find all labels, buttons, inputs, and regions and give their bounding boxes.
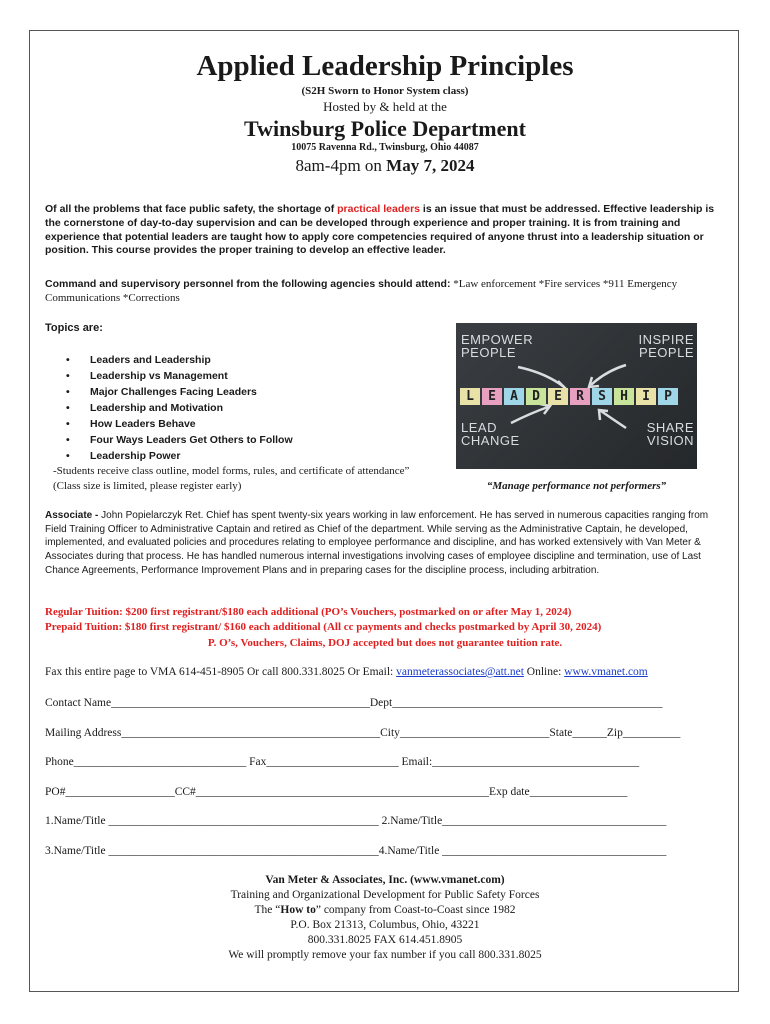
contact-dept-field[interactable]: Contact Name_____________________________________________Dept_______________________________________________ [45, 697, 663, 709]
company-name: Van Meter & Associates, Inc. (www.vmanet.com) [265, 874, 505, 886]
topics-heading: Topics are: [45, 322, 103, 334]
bullet-icon: • [66, 450, 70, 462]
intro-part1: Of all the problems that face public safety, the shortage of [45, 203, 338, 215]
page-title: Applied Leadership Principles [196, 50, 574, 82]
mailing-address-field[interactable]: Mailing Address_____________________________________________City__________________________State______Zip__________ [45, 727, 681, 739]
attendance-label: Command and supervisory personnel from the following agencies should attend: [45, 278, 451, 290]
lead-change-text: LEAD CHANGE [461, 420, 520, 448]
company-pobox: P.O. Box 21313, Columbus, Ohio, 43221 [290, 919, 480, 931]
bullet-icon: • [66, 402, 70, 414]
department-name: Twinsburg Police Department [244, 116, 526, 141]
intro-part2: is an issue that must be addressed. Effective leadership is the cornerstone of day-to-day supervision and can be developed through experience and proper training. It is from training and experience that potential leaders are taught how to apply core competencies required of anyone thrust into a leadership situation or position. This course provides the proper training to develop an effective leader. [45, 203, 715, 257]
list-item: • Leadership vs Management [66, 370, 228, 382]
bullet-icon: • [66, 386, 70, 398]
letter-tile: I [636, 388, 656, 405]
letter-tile: L [460, 388, 480, 405]
name-title-3-4-field[interactable]: 3.Name/Title _______________________________________________4.Name/Title _______________________________________ [45, 845, 667, 857]
prepaid-tuition: Prepaid Tuition: $180 first registrant/ $160 each additional (All cc payments and checks postmarked by April 30, 2024) [45, 621, 602, 633]
list-item: • Four Ways Leaders Get Others to Follow [66, 434, 293, 446]
class-subtitle: (S2H Sworn to Honor System class) [301, 85, 469, 97]
empower-people-text: EMPOWER PEOPLE [461, 332, 534, 360]
regular-tuition: Regular Tuition: $200 first registrant/$180 each additional (PO’s Vouchers, postmarked on or after May 1, 2024) [45, 606, 572, 618]
list-item: • Leadership and Motivation [66, 402, 224, 414]
associate-bio [45, 509, 725, 578]
list-item: • Major Challenges Facing Leaders [66, 386, 257, 398]
leadership-letter-tiles [460, 388, 680, 406]
list-item: • Leaders and Leadership [66, 354, 211, 366]
website-link[interactable]: www.vmanet.com [564, 666, 648, 678]
phone-fax-email-field[interactable]: Phone______________________________ Fax_______________________ Email:____________________________________ [45, 756, 640, 768]
bullet-icon: • [66, 354, 70, 366]
associate-label: Associate - [45, 510, 99, 521]
share-vision-text: SHARE VISION [646, 420, 694, 448]
inspire-people-text: INSPIRE PEOPLE [638, 332, 694, 360]
intro-paragraph [45, 203, 725, 258]
fax-removal-note: We will promptly remove your fax number if you call 800.331.8025 [228, 949, 542, 961]
letter-tile: A [504, 388, 524, 405]
students-note: -Students receive class outline, model forms, rules, and certificate of attendance” (Class size is limited, please register early) [53, 465, 410, 492]
bullet-icon: • [66, 370, 70, 382]
company-tagline: Training and Organizational Development for Public Safety Forces [230, 889, 540, 901]
class-time: 8am-4pm on [295, 156, 382, 175]
department-address: 10075 Ravenna Rd., Twinsburg, Ohio 44087 [291, 142, 479, 153]
company-howto: The “How to” company from Coast-to-Coast since 1982 [254, 904, 516, 916]
bullet-icon: • [66, 418, 70, 430]
list-item: • Leadership Power [66, 450, 181, 462]
agency-list: *Law enforcement *Fire services *911 Emergency Communications *Corrections [45, 278, 678, 304]
letter-tile: S [592, 388, 612, 405]
class-date [0, 156, 770, 176]
intro-highlight: practical leaders [337, 203, 420, 215]
letter-tile: H [614, 388, 634, 405]
po-cc-exp-field[interactable]: PO#___________________CC#___________________________________________________Exp date_________________ [45, 786, 628, 798]
leadership-chalkboard-image [456, 323, 697, 469]
list-item: • How Leaders Behave [66, 418, 196, 430]
image-caption: “Manage performance not performers” [486, 480, 667, 492]
email-link[interactable]: vanmeterassociates@att.net [396, 666, 524, 678]
attendance-paragraph [45, 278, 725, 306]
hosted-by: Hosted by & held at the [323, 99, 447, 114]
name-title-1-2-field[interactable]: 1.Name/Title _______________________________________________ 2.Name/Title_______________________________________ [45, 815, 667, 827]
associate-text: John Popielarczyk Ret. Chief has spent twenty-six years working in law enforcement. He has served in numerous capacities ranging from Field Training Officer to Administrative Captain and retired as Chief of the department. While serving as the Administrative Captain, he developed, implemented, and evaluated policies and procedures relating to employee performance and discipline, and has worked extensively with Van Meter & Associates during that process. He has handled numerous internal investigations involving cases of employee discipline and termination, use of Last Chance Agreements, Performance Improvement Plans and in preparing cases for the discipline process, including arbitration. [45, 510, 709, 576]
letter-tile: E [548, 388, 568, 405]
bullet-icon: • [66, 434, 70, 446]
class-day: May 7, 2024 [386, 156, 475, 175]
letter-tile: P [658, 388, 678, 405]
fax-line: Fax this entire page to VMA 614-451-8905 Or call 800.331.8025 Or Email: vanmeterassociates@att.net Online: www.vmanet.com [45, 666, 648, 678]
letter-tile: D [526, 388, 546, 405]
letter-tile: R [570, 388, 590, 405]
topics-list [66, 352, 293, 464]
letter-tile: E [482, 388, 502, 405]
company-phones: 800.331.8025 FAX 614.451.8905 [307, 934, 463, 946]
tuition-note: P. O’s, Vouchers, Claims, DOJ accepted but does not guarantee tuition rate. [207, 637, 563, 649]
